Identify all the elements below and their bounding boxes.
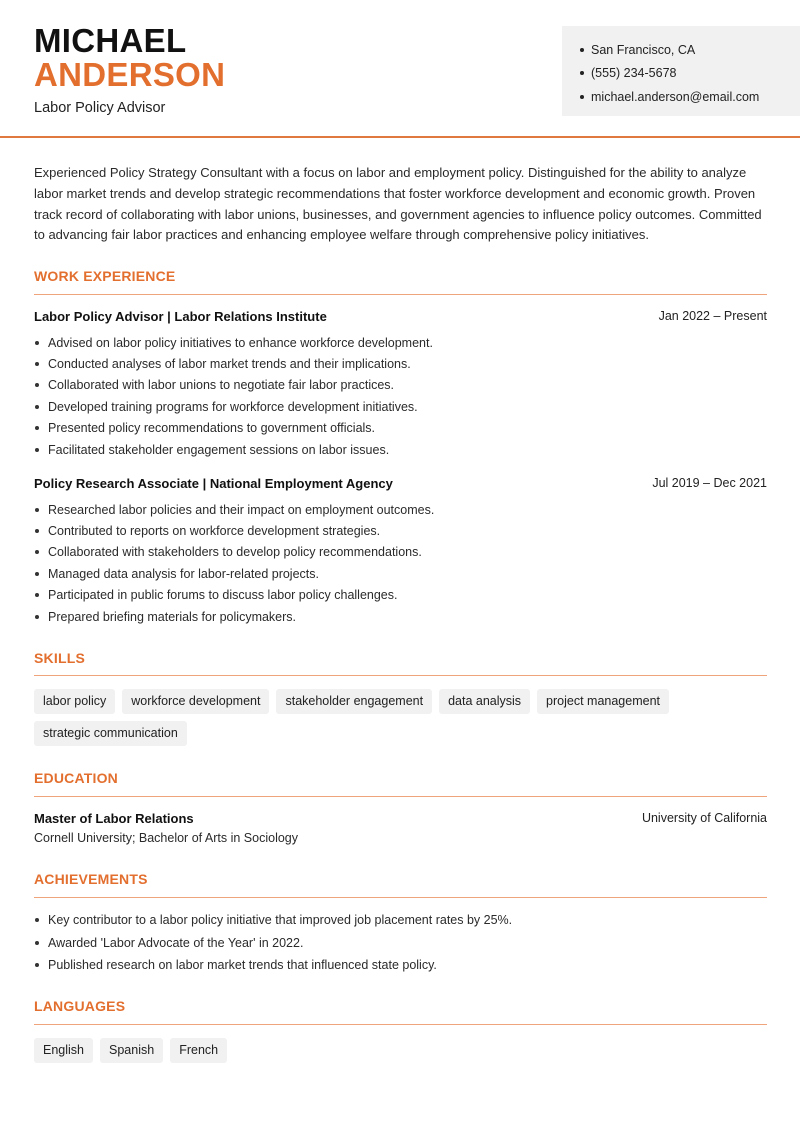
list-item: Advised on labor policy initiatives to enhance workforce development. <box>34 332 767 353</box>
email-link[interactable]: michael.anderson@email.com <box>591 89 760 104</box>
list-item: Facilitated stakeholder engagement sessions on labor issues. <box>34 439 767 460</box>
job-header <box>34 476 767 491</box>
contact-location <box>580 38 800 62</box>
section-divider <box>34 294 767 295</box>
bullet-icon <box>35 918 39 922</box>
section-title-achievements: ACHIEVEMENTS <box>34 871 148 887</box>
list-item: Prepared briefing materials for policymakers. <box>34 606 767 627</box>
job-dates: Jan 2022 – Present <box>658 309 767 323</box>
bullet-icon <box>35 508 39 512</box>
job-bullets <box>34 499 767 627</box>
skill-tag: labor policy <box>34 689 115 714</box>
job-bullets <box>34 332 767 460</box>
section-title-skills: SKILLS <box>34 650 85 666</box>
skill-tag: stakeholder engagement <box>276 689 432 714</box>
list-item: Collaborated with labor unions to negotiate fair labor practices. <box>34 375 767 396</box>
section-title-education: EDUCATION <box>34 770 118 786</box>
bullet-icon <box>35 550 39 554</box>
skills-tags <box>34 689 774 746</box>
bullet-icon <box>35 448 39 452</box>
bullet-icon <box>580 71 584 75</box>
achievement-bullets <box>34 909 767 977</box>
section-title-languages: LANGUAGES <box>34 998 126 1014</box>
skill-tag: project management <box>537 689 669 714</box>
section-divider <box>34 675 767 676</box>
bullet-icon <box>35 615 39 619</box>
list-item: Collaborated with stakeholders to develop policy recommendations. <box>34 542 767 563</box>
bullet-icon <box>35 426 39 430</box>
job-header <box>34 309 767 324</box>
bullet-icon <box>35 941 39 945</box>
bullet-icon <box>35 383 39 387</box>
section-title-work: WORK EXPERIENCE <box>34 268 176 284</box>
section-divider <box>34 796 767 797</box>
bullet-icon <box>580 48 584 52</box>
contact-phone <box>580 62 800 86</box>
degree: Master of Labor Relations <box>34 811 194 826</box>
list-item: Conducted analyses of labor market trends and their implications. <box>34 353 767 374</box>
bullet-icon <box>35 529 39 533</box>
language-tag: English <box>34 1038 93 1063</box>
list-item: Contributed to reports on workforce development strategies. <box>34 520 767 541</box>
contact-email <box>580 85 800 109</box>
skill-tag: strategic communication <box>34 721 187 746</box>
list-item: Key contributor to a labor policy initiative that improved job placement rates by 25%. <box>34 909 767 932</box>
skill-tag: workforce development <box>122 689 269 714</box>
bullet-icon <box>35 341 39 345</box>
bullet-icon <box>580 95 584 99</box>
job-role: Labor Policy Advisor | Labor Relations Institute <box>34 309 327 324</box>
first-name: MICHAEL <box>34 22 187 59</box>
language-tag: Spanish <box>100 1038 163 1063</box>
section-divider <box>34 897 767 898</box>
education-header <box>34 811 767 826</box>
summary-paragraph: Experienced Policy Strategy Consultant with a focus on labor and employment policy. Distinguished for the ability to analyze labor market trends and develop strategic recommendations that foster workforce development and economic growth. Proven track record of collaborating with labor unions, businesses, and government agencies to influence policy outcomes. Committed to advancing fair labor practices and enhancing employee welfare through comprehensive policy initiatives. <box>34 165 762 243</box>
list-item: Awarded 'Labor Advocate of the Year' in 2022. <box>34 932 767 955</box>
bullet-icon <box>35 405 39 409</box>
school: University of California <box>641 811 767 825</box>
list-item: Managed data analysis for labor-related projects. <box>34 563 767 584</box>
bullet-icon <box>35 593 39 597</box>
language-tags <box>34 1038 774 1063</box>
location-text: San Francisco, CA <box>591 42 696 57</box>
list-item: Developed training programs for workforce development initiatives. <box>34 396 767 417</box>
skill-tag: data analysis <box>439 689 530 714</box>
bullet-icon <box>35 963 39 967</box>
phone-text: (555) 234-5678 <box>591 66 677 81</box>
list-item: Participated in public forums to discuss labor policy challenges. <box>34 585 767 606</box>
job-dates: Jul 2019 – Dec 2021 <box>652 476 767 490</box>
contact-box <box>562 26 800 116</box>
bullet-icon <box>35 362 39 366</box>
list-item: Published research on labor market trends that influenced state policy. <box>34 954 767 977</box>
education-detail: Cornell University; Bachelor of Arts in Sociology <box>34 831 299 845</box>
language-tag: French <box>170 1038 227 1063</box>
job-title: Labor Policy Advisor <box>34 100 166 116</box>
resume-header <box>0 0 800 138</box>
section-divider <box>34 1024 767 1025</box>
job-role: Policy Research Associate | National Employment Agency <box>34 476 393 491</box>
list-item: Presented policy recommendations to government officials. <box>34 418 767 439</box>
list-item: Researched labor policies and their impact on employment outcomes. <box>34 499 767 520</box>
bullet-icon <box>35 572 39 576</box>
last-name: ANDERSON <box>34 56 226 93</box>
